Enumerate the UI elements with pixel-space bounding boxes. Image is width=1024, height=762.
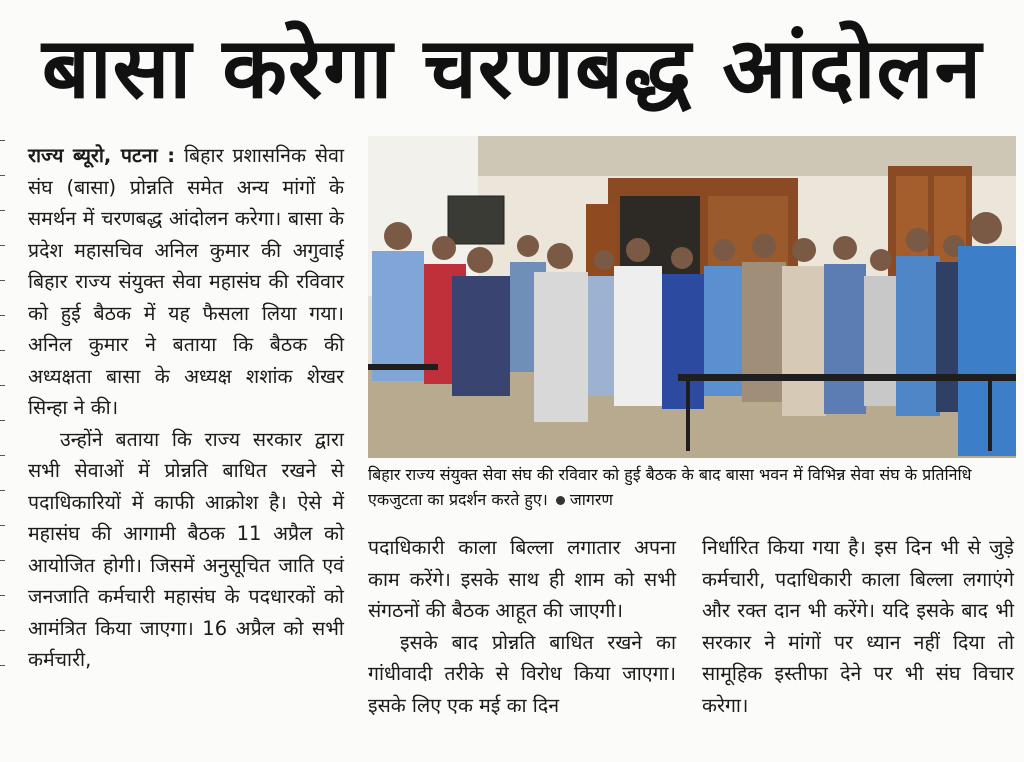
- article-paragraph: उन्होंने बताया कि राज्य सरकार द्वारा सभी सेवाओं में प्रोन्नति बाधित रखने से पदाधिकारियों में काफी आक्रोश है। ऐसे में महासंघ की आगामी बैठक 11 अप्रैल को आयोजित होगी। जिसमें अनुसूचित जाति एवं जनजाति कर्मचारी महासंघ के पदधारकों को आमंत्रित किया जाएगा। 16 अप्रैल को सभी कर्मचारी,: [28, 427, 344, 671]
- article-paragraph: पदाधिकारी काला बिल्ला लगातार अपना काम करेंगे। इसके साथ ही शाम को सभी संगठनों की बैठक आहूत की जाएगी।: [368, 536, 676, 622]
- article-column-1: [28, 140, 344, 676]
- article-paragraph: निर्धारित किया गया है। इस दिन भी से जुड़े कर्मचारी, पदाधिकारी काला बिल्ला लगाएंगे और रक्त दान भी करेंगे। यदि इसके बाद भी सरकार ने मांगों पर ध्यान नहीं दिया तो सामूहिक इस्तीफा देने पर भी संघ विचार करेगा।: [702, 536, 1014, 717]
- photo-credit: जागरण: [569, 490, 613, 509]
- group-photo-illustration: [368, 136, 1016, 458]
- article-column-3: [702, 532, 1014, 721]
- margin-ticks: [0, 140, 6, 750]
- paragraph-text: बिहार प्रशासनिक सेवा संघ (बासा) प्रोन्नति समेत अन्य मांगों के समर्थन में चरणबद्ध आंदोलन करेगा। बासा के प्रदेश महासचिव अनिल कुमार की अगुवाई बिहार राज्य संयुक्त सेवा महासंघ की रविवार को हुई बैठक में यह फैसला लिया गया। अनिल कुमार ने बताया कि बैठक की अध्यक्षता बासा के अध्यक्ष शशांक शेखर सिन्हा ने की।: [28, 144, 344, 419]
- article-column-2: [368, 532, 676, 721]
- article-paragraph: इसके बाद प्रोन्नति बाधित रखने का गांधीवादी तरीके से विरोध किया जाएगा। इसके लिए एक मई का दिन: [368, 630, 676, 717]
- dateline: राज्य ब्यूरो, पटना :: [28, 144, 176, 167]
- article-paragraph: [28, 140, 344, 424]
- caption-text: बिहार राज्य संयुक्त सेवा संघ की रविवार को हुई बैठक के बाद बासा भवन में विभिन्न सेवा संघ के प्रतिनिधि एकजुटता का प्रदर्शन करते हुए।: [368, 465, 972, 509]
- photo-caption: [368, 462, 1016, 512]
- bullet-icon: [556, 496, 565, 505]
- headline: बासा करेगा चरणबद्ध आंदोलन: [41, 18, 983, 117]
- news-photo: [368, 136, 1016, 458]
